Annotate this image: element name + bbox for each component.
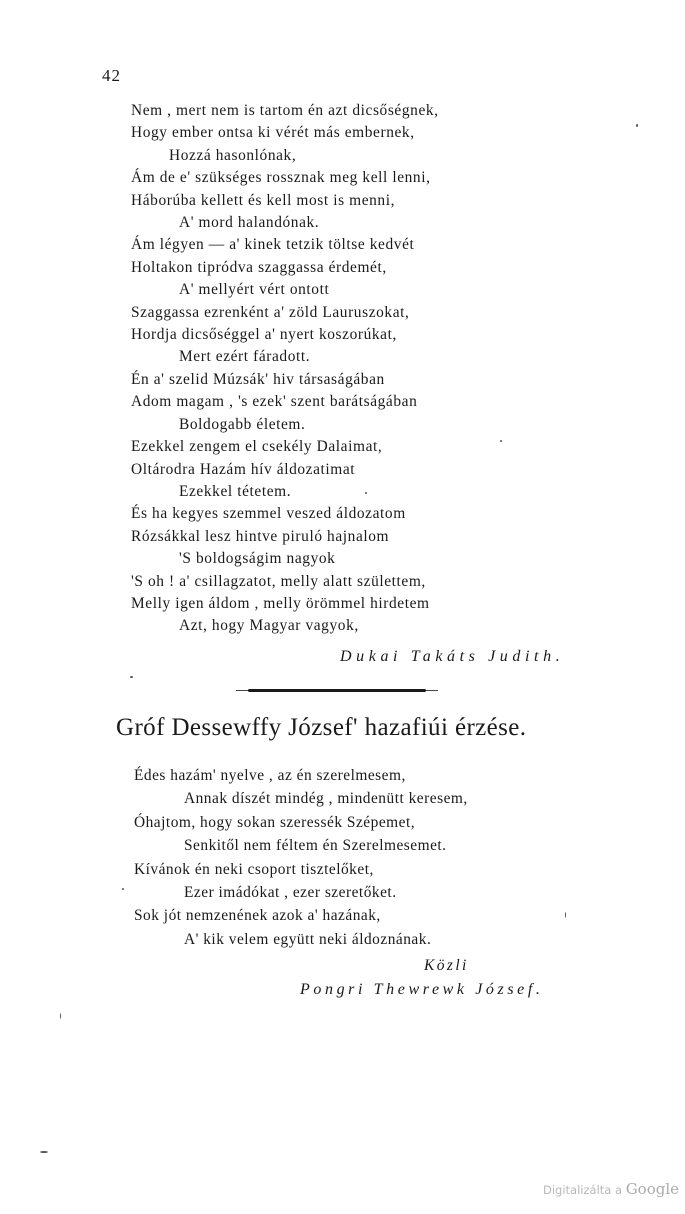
poem-line: Óhajtom, hogy sokan szeressék Szépemet, <box>134 813 416 831</box>
poem-line: Édes hazám' nyelve , az én szerelmesem, <box>134 767 406 784</box>
scan-speck <box>130 676 133 678</box>
digitized-by-watermark <box>543 1180 679 1198</box>
poem-line: Boldogabb életem. <box>179 415 306 433</box>
poem-line: 'S oh ! a' csillagzatot, melly alatt születtem, <box>131 572 426 590</box>
poem-line: Adom magam , 's ezek' szent barátságában <box>131 393 418 411</box>
watermark-prefix: Digitalizálta a <box>543 1183 626 1197</box>
scan-speck <box>60 1013 61 1019</box>
poem-line: Háborúba kellett és kell most is menni, <box>131 191 396 209</box>
poem-line: Ezer imádókat , ezer szeretőket. <box>184 884 397 902</box>
communicated-by-label: Közli <box>424 957 469 974</box>
poem-line: Kívánok én neki csoport tisztelőket, <box>134 860 374 878</box>
scan-speck <box>500 440 502 442</box>
poem-line: Hozzá hasonlónak, <box>169 146 297 164</box>
scan-speck <box>40 1151 48 1153</box>
poem-line: Ezekkel zengem el csekély Dalaimat, <box>131 438 383 456</box>
poem-line: Hordja dicsőséggel a' nyert koszorúkat, <box>131 326 397 344</box>
poem-line: Oltárodra Hazám hív áldozatimat <box>131 460 356 478</box>
poem-line: Hogy ember ontsa ki vérét más embernek, <box>131 124 415 142</box>
poem-line: Mert ezért fáradott. <box>179 348 311 366</box>
poem-second <box>134 764 468 951</box>
poem-line: Ezekkel tétetem. <box>179 482 292 500</box>
poem-second-signature: Pongri Thewrewk József. <box>300 981 544 998</box>
poem-line: 'S boldogságim nagyok <box>179 550 336 568</box>
poem-line: Sok jót nemzenének azok a' hazának, <box>134 907 381 925</box>
section-divider <box>248 689 426 692</box>
poem-first <box>131 100 591 638</box>
poem-line: És ha kegyes szemmel veszed áldozatom <box>131 505 406 523</box>
page-number: 42 <box>102 66 121 85</box>
poem-line: Ám de e' szükséges rossznak meg kell lenni, <box>131 169 431 187</box>
watermark-brand: Google <box>625 1180 680 1198</box>
poem-line: Szaggassa ezrenként a' zöld Lauruszokat, <box>131 303 410 321</box>
poem-line: A' mellyért vért ontott <box>179 281 330 299</box>
poem-second-title: Gróf Dessewffy József' hazafiúi érzése. <box>116 714 527 741</box>
poem-line: Azt, hogy Magyar vagyok, <box>179 617 359 635</box>
scan-speck <box>636 124 638 127</box>
poem-line: A' kik velem együtt neki áldoznának. <box>184 930 432 948</box>
poem-line: Annak díszét mindég , mindenütt keresem, <box>184 790 468 808</box>
scan-speck <box>565 912 566 918</box>
poem-line: Nem , mert nem is tartom én azt dicsőségnek, <box>131 102 439 119</box>
poem-line: Rózsákkal lesz hintve piruló hajnalom <box>131 527 390 545</box>
poem-line: A' mord halandónak. <box>179 214 320 232</box>
poem-line: Holtakon tipródva szaggassa érdemét, <box>131 258 387 276</box>
poem-line: Senkitől nem féltem én Szerelmesemet. <box>184 837 447 855</box>
poem-line: Melly igen áldom , melly örömmel hirdetem <box>131 594 430 612</box>
poem-first-signature: Dukai Takáts Judith. <box>340 648 565 665</box>
scan-speck <box>365 492 367 494</box>
poem-line: Én a' szelid Múzsák' hiv társaságában <box>131 370 385 388</box>
scan-speck <box>122 888 124 890</box>
poem-line: Ám légyen — a' kinek tetzik töltse kedvét <box>131 236 415 254</box>
